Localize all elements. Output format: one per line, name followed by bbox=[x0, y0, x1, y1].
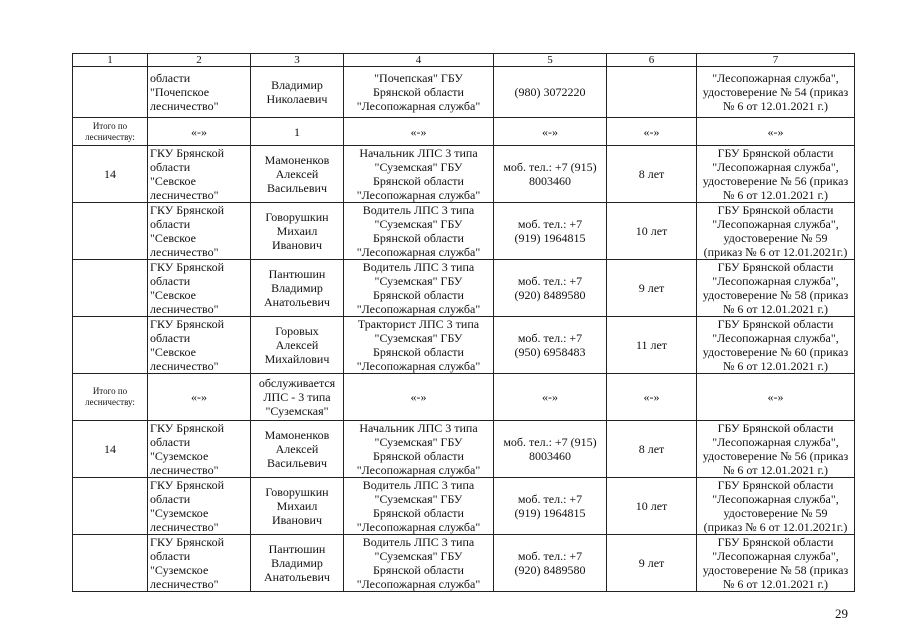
cell-line: Говорушкин bbox=[265, 210, 329, 224]
subtotal-row bbox=[73, 118, 855, 146]
cell-col4 bbox=[344, 146, 494, 203]
cell-line: «-» bbox=[542, 124, 558, 139]
cell-line: "Суземское bbox=[150, 563, 209, 577]
cell-line: Алексей bbox=[275, 167, 319, 181]
cell-col2 bbox=[148, 146, 251, 203]
cell-col2 bbox=[148, 421, 251, 478]
cell-line: "Почепское bbox=[150, 85, 210, 99]
cell-line: Пантюшин bbox=[268, 267, 326, 281]
cell-line: ГБУ Брянской области bbox=[717, 203, 834, 217]
cell-col4 bbox=[344, 118, 494, 146]
cell-line: "Суземское bbox=[150, 449, 209, 463]
cell-line: "Суземская" ГБУ bbox=[374, 331, 463, 345]
cell-line: моб. тел.: +7 bbox=[517, 549, 583, 563]
cell-line: ГБУ Брянской области bbox=[717, 421, 834, 435]
cell-line: ГКУ Брянской bbox=[150, 203, 224, 217]
cell-line: «-» bbox=[191, 390, 207, 404]
cell-line: Брянской области bbox=[373, 231, 464, 245]
staff-table bbox=[72, 53, 855, 592]
cell-line: Алексей bbox=[275, 338, 319, 352]
cell-line: (919) 1964815 bbox=[514, 506, 586, 520]
cell-line: удостоверение № 56 (приказ bbox=[702, 449, 849, 463]
header-cell-6: 6 bbox=[607, 54, 697, 67]
cell-line: Брянской области bbox=[373, 345, 464, 359]
cell-line: "Лесопожарная служба" bbox=[356, 577, 481, 591]
cell-col6 bbox=[607, 67, 697, 118]
cell-line: Васильевич bbox=[267, 181, 327, 195]
cell-line: № 6 от 12.01.2021 г.) bbox=[722, 188, 829, 202]
cell-line: ГКУ Брянской bbox=[150, 535, 224, 549]
cell-col4 bbox=[344, 535, 494, 592]
cell-col7 bbox=[697, 421, 855, 478]
cell-col1 bbox=[73, 260, 148, 317]
cell-line: удостоверение № 54 (приказ bbox=[702, 85, 849, 99]
cell-col5 bbox=[494, 118, 607, 146]
cell-col7 bbox=[697, 478, 855, 535]
cell-line: области bbox=[150, 331, 191, 345]
cell-line: (920) 8489580 bbox=[514, 563, 586, 577]
cell-line: моб. тел.: +7 bbox=[517, 331, 583, 345]
cell-line: № 6 от 12.01.2021 г.) bbox=[722, 577, 829, 591]
header-cell-7: 7 bbox=[697, 54, 855, 67]
cell-line: Пантюшин bbox=[268, 542, 326, 556]
table-row bbox=[73, 317, 855, 374]
cell-col2 bbox=[148, 374, 251, 421]
cell-col6: 8 лет bbox=[607, 146, 697, 203]
cell-line: "Лесопожарная служба" bbox=[356, 99, 481, 113]
table-row bbox=[73, 67, 855, 118]
cell-col3 bbox=[251, 146, 344, 203]
cell-line: "Суземское bbox=[150, 506, 209, 520]
cell-line: Брянской области bbox=[373, 85, 464, 99]
cell-line: Михаил bbox=[276, 499, 318, 513]
cell-col7 bbox=[697, 260, 855, 317]
cell-col3 bbox=[251, 203, 344, 260]
cell-line: № 6 от 12.01.2021 г.) bbox=[722, 302, 829, 316]
header-cell-5: 5 bbox=[494, 54, 607, 67]
cell-col4 bbox=[344, 260, 494, 317]
cell-line: "Лесопожарная служба" bbox=[356, 359, 481, 373]
cell-line: Иванович bbox=[271, 238, 323, 252]
cell-line: "Лесопожарная служба", bbox=[712, 331, 839, 345]
cell-col6: «-» bbox=[607, 374, 697, 421]
cell-line: области bbox=[150, 217, 191, 231]
cell-line: лесничеству: bbox=[85, 131, 135, 142]
subtotal-row bbox=[73, 374, 855, 421]
cell-line: ГКУ Брянской bbox=[150, 478, 224, 492]
cell-col6: 10 лет bbox=[607, 203, 697, 260]
cell-col3 bbox=[251, 67, 344, 118]
cell-col5 bbox=[494, 374, 607, 421]
cell-col1 bbox=[73, 67, 148, 118]
cell-line: Мамоненков bbox=[264, 153, 330, 167]
cell-line: моб. тел.: +7 bbox=[517, 217, 583, 231]
cell-line: «-» bbox=[191, 124, 207, 139]
table-header-row bbox=[73, 54, 855, 67]
cell-line: моб. тел.: +7 (915) bbox=[503, 160, 597, 174]
cell-line: 8003460 bbox=[529, 449, 571, 463]
table-row bbox=[73, 146, 855, 203]
cell-line: области bbox=[150, 435, 191, 449]
cell-col6: 11 лет bbox=[607, 317, 697, 374]
cell-line: ГКУ Брянской bbox=[150, 146, 224, 160]
cell-line: ГБУ Брянской области bbox=[717, 146, 834, 160]
cell-line: области bbox=[150, 71, 191, 85]
cell-line: "Лесопожарная служба" bbox=[356, 520, 481, 534]
cell-col5 bbox=[494, 67, 607, 118]
cell-col4 bbox=[344, 203, 494, 260]
cell-line: (приказ № 6 от 12.01.2021г.) bbox=[703, 520, 848, 534]
cell-line: моб. тел.: +7 bbox=[517, 274, 583, 288]
cell-line: Владимир bbox=[271, 281, 323, 295]
cell-line: "Лесопожарная служба", bbox=[712, 549, 839, 563]
cell-col1 bbox=[73, 203, 148, 260]
cell-line: моб. тел.: +7 bbox=[517, 492, 583, 506]
cell-col7 bbox=[697, 374, 855, 421]
cell-line: Тракторист ЛПС 3 типа bbox=[357, 317, 480, 331]
cell-line: Михаил bbox=[276, 224, 318, 238]
cell-line: Водитель ЛПС 3 типа bbox=[362, 535, 475, 549]
cell-col1 bbox=[73, 478, 148, 535]
cell-col7 bbox=[697, 67, 855, 118]
cell-line: Водитель ЛПС 3 типа bbox=[362, 478, 475, 492]
cell-line: ГКУ Брянской bbox=[150, 317, 224, 331]
cell-col4 bbox=[344, 421, 494, 478]
cell-line: (980) 3072220 bbox=[514, 85, 586, 99]
cell-line: моб. тел.: +7 (915) bbox=[503, 435, 597, 449]
cell-line: Брянской области bbox=[373, 288, 464, 302]
cell-col7 bbox=[697, 146, 855, 203]
cell-col6: «-» bbox=[607, 118, 697, 146]
cell-line: "Суземская" ГБУ bbox=[374, 274, 463, 288]
cell-line: № 6 от 12.01.2021 г.) bbox=[722, 463, 829, 477]
cell-line: "Суземская" ГБУ bbox=[374, 549, 463, 563]
cell-line: ГБУ Брянской области bbox=[717, 535, 834, 549]
cell-line: Васильевич bbox=[267, 456, 327, 470]
cell-col5 bbox=[494, 203, 607, 260]
table-row bbox=[73, 203, 855, 260]
cell-col7 bbox=[697, 118, 855, 146]
cell-line: Водитель ЛПС 3 типа bbox=[362, 203, 475, 217]
cell-line: "Лесопожарная служба", bbox=[712, 435, 839, 449]
cell-col3 bbox=[251, 374, 344, 421]
cell-line: Водитель ЛПС 3 типа bbox=[362, 260, 475, 274]
cell-col4 bbox=[344, 478, 494, 535]
cell-line: области bbox=[150, 492, 191, 506]
cell-line: лесничество" bbox=[150, 245, 219, 259]
cell-line: «-» bbox=[767, 124, 784, 139]
cell-col1 bbox=[73, 374, 148, 421]
cell-line: лесничество" bbox=[150, 577, 219, 591]
cell-col2 bbox=[148, 317, 251, 374]
cell-col1 bbox=[73, 317, 148, 374]
cell-col5 bbox=[494, 421, 607, 478]
page-number: 29 bbox=[835, 606, 848, 621]
cell-line: "Суземская" ГБУ bbox=[374, 160, 463, 174]
cell-line: Алексей bbox=[275, 442, 319, 456]
cell-col2 bbox=[148, 203, 251, 260]
cell-line: "Лесопожарная служба" bbox=[356, 188, 481, 202]
cell-line: "Почепская" ГБУ bbox=[374, 71, 463, 85]
cell-line: обслуживается bbox=[258, 376, 336, 390]
cell-line: "Лесопожарная служба", bbox=[712, 71, 839, 85]
header-cell-4: 4 bbox=[344, 54, 494, 67]
cell-col3 bbox=[251, 478, 344, 535]
cell-col1: 14 bbox=[73, 146, 148, 203]
table-row bbox=[73, 478, 855, 535]
cell-line: "Севское bbox=[150, 174, 196, 188]
cell-line: лесничество" bbox=[150, 463, 219, 477]
cell-col2 bbox=[148, 260, 251, 317]
cell-col3 bbox=[251, 317, 344, 374]
cell-line: ГКУ Брянской bbox=[150, 421, 224, 435]
cell-line: Владимир bbox=[271, 78, 323, 92]
cell-line: Владимир bbox=[271, 556, 323, 570]
cell-line: ЛПС - 3 типа bbox=[263, 390, 331, 404]
cell-line: ГБУ Брянской области bbox=[717, 317, 834, 331]
cell-line: области bbox=[150, 549, 191, 563]
cell-line: Начальник ЛПС 3 типа bbox=[359, 146, 478, 160]
cell-line: области bbox=[150, 274, 191, 288]
cell-line: ГБУ Брянской области bbox=[717, 260, 834, 274]
cell-line: (950) 6958483 bbox=[514, 345, 586, 359]
cell-line: удостоверение № 56 (приказ bbox=[702, 174, 849, 188]
cell-line: "Севское bbox=[150, 288, 196, 302]
table-row bbox=[73, 535, 855, 592]
cell-col1 bbox=[73, 118, 148, 146]
cell-line: Михайлович bbox=[264, 352, 330, 366]
cell-line: лесничеству: bbox=[85, 397, 135, 407]
cell-line: "Лесопожарная служба" bbox=[356, 245, 481, 259]
cell-line: (920) 8489580 bbox=[514, 288, 586, 302]
cell-line: «-» bbox=[410, 390, 427, 404]
cell-line: 1 bbox=[294, 124, 300, 139]
cell-line: Мамоненков bbox=[264, 428, 330, 442]
cell-line: "Лесопожарная служба", bbox=[712, 217, 839, 231]
cell-col5 bbox=[494, 535, 607, 592]
header-cell-3: 3 bbox=[251, 54, 344, 67]
cell-line: лесничество" bbox=[150, 99, 219, 113]
cell-line: Брянской области bbox=[373, 449, 464, 463]
cell-col2 bbox=[148, 478, 251, 535]
cell-col5 bbox=[494, 317, 607, 374]
cell-line: удостоверение № 59 bbox=[723, 506, 828, 520]
cell-col6: 8 лет bbox=[607, 421, 697, 478]
cell-line: Николаевич bbox=[266, 92, 328, 106]
cell-col4 bbox=[344, 317, 494, 374]
table-row bbox=[73, 421, 855, 478]
cell-line: "Суземская" ГБУ bbox=[374, 492, 463, 506]
cell-col5 bbox=[494, 478, 607, 535]
cell-line: (приказ № 6 от 12.01.2021г.) bbox=[703, 245, 848, 259]
cell-line: "Суземская" ГБУ bbox=[374, 435, 463, 449]
cell-col6: 9 лет bbox=[607, 260, 697, 317]
table-row bbox=[73, 260, 855, 317]
cell-line: Итого по bbox=[92, 120, 128, 131]
cell-col7 bbox=[697, 535, 855, 592]
cell-line: Брянской области bbox=[373, 506, 464, 520]
cell-line: «-» bbox=[767, 390, 784, 404]
cell-line: "Лесопожарная служба", bbox=[712, 274, 839, 288]
cell-line: № 6 от 12.01.2021 г.) bbox=[722, 359, 829, 373]
cell-line: "Севское bbox=[150, 231, 196, 245]
cell-col2 bbox=[148, 67, 251, 118]
cell-col1: 14 bbox=[73, 421, 148, 478]
cell-line: ГБУ Брянской области bbox=[717, 478, 834, 492]
cell-line: лесничество" bbox=[150, 302, 219, 316]
cell-col3 bbox=[251, 421, 344, 478]
table-body bbox=[73, 54, 855, 592]
cell-line: Иванович bbox=[271, 513, 323, 527]
cell-col5 bbox=[494, 146, 607, 203]
cell-line: Начальник ЛПС 3 типа bbox=[359, 421, 478, 435]
cell-line: (919) 1964815 bbox=[514, 231, 586, 245]
header-cell-2: 2 bbox=[148, 54, 251, 67]
cell-line: "Лесопожарная служба", bbox=[712, 160, 839, 174]
cell-col1 bbox=[73, 535, 148, 592]
cell-col5 bbox=[494, 260, 607, 317]
cell-line: "Суземская" bbox=[265, 404, 329, 418]
cell-line: удостоверение № 58 (приказ bbox=[702, 563, 849, 577]
cell-line: Анатольевич bbox=[264, 570, 330, 584]
cell-col2 bbox=[148, 118, 251, 146]
cell-line: удостоверение № 60 (приказ bbox=[702, 345, 849, 359]
cell-col3 bbox=[251, 535, 344, 592]
cell-line: Брянской области bbox=[373, 174, 464, 188]
cell-line: удостоверение № 58 (приказ bbox=[702, 288, 849, 302]
cell-line: «-» bbox=[410, 124, 427, 139]
cell-col4 bbox=[344, 67, 494, 118]
header-cell-1: 1 bbox=[73, 54, 148, 67]
cell-line: Брянской области bbox=[373, 563, 464, 577]
cell-col4 bbox=[344, 374, 494, 421]
cell-line: лесничество" bbox=[150, 359, 219, 373]
cell-line: "Лесопожарная служба" bbox=[356, 302, 481, 316]
cell-line: области bbox=[150, 160, 191, 174]
cell-col6: 9 лет bbox=[607, 535, 697, 592]
cell-col7 bbox=[697, 317, 855, 374]
cell-line: Горовых bbox=[275, 324, 319, 338]
cell-line: Говорушкин bbox=[265, 485, 329, 499]
cell-line: № 6 от 12.01.2021 г.) bbox=[722, 99, 829, 113]
cell-line: лесничество" bbox=[150, 520, 219, 534]
cell-col6: 10 лет bbox=[607, 478, 697, 535]
cell-line: 8003460 bbox=[529, 174, 571, 188]
cell-line: Итого по bbox=[92, 386, 128, 396]
cell-line: ГКУ Брянской bbox=[150, 260, 224, 274]
cell-col2 bbox=[148, 535, 251, 592]
cell-line: "Суземская" ГБУ bbox=[374, 217, 463, 231]
cell-col3 bbox=[251, 260, 344, 317]
cell-line: удостоверение № 59 bbox=[723, 231, 828, 245]
cell-line: "Лесопожарная служба", bbox=[712, 492, 839, 506]
cell-line: «-» bbox=[542, 390, 558, 404]
cell-line: "Лесопожарная служба" bbox=[356, 463, 481, 477]
cell-line: лесничество" bbox=[150, 188, 219, 202]
cell-line: Анатольевич bbox=[264, 295, 330, 309]
cell-line: "Севское bbox=[150, 345, 196, 359]
cell-col7 bbox=[697, 203, 855, 260]
cell-col3 bbox=[251, 118, 344, 146]
